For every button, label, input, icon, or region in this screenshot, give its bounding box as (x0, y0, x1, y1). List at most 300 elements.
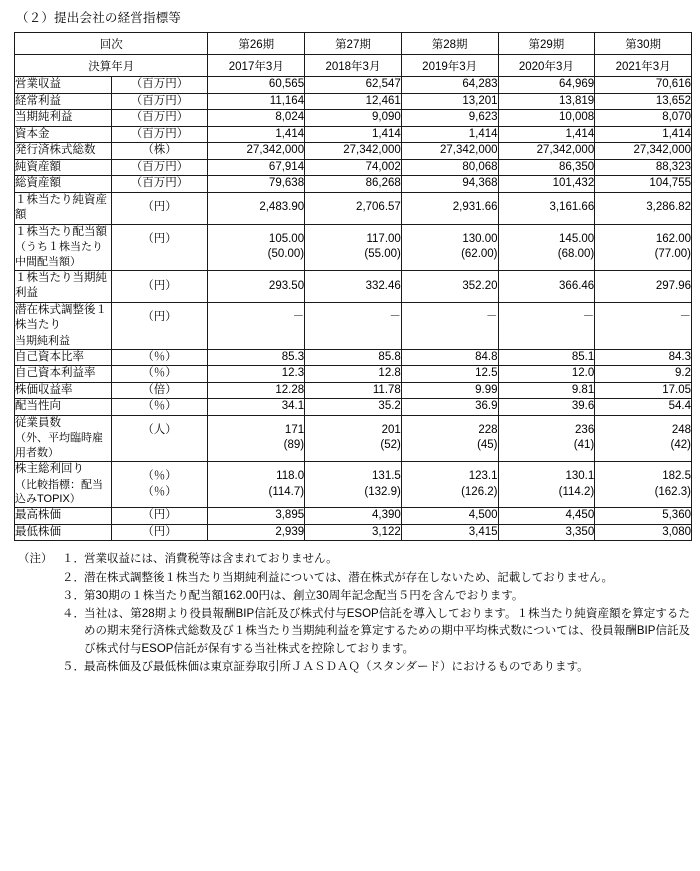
row-label (15, 366, 112, 383)
row-value (498, 462, 595, 508)
row-value-line1: 64,283 (462, 78, 498, 90)
row-unit-line1: （円） (142, 232, 177, 245)
row-value-line1: 39.6 (571, 400, 595, 413)
row-value (401, 366, 498, 383)
row-value-line1: 36.9 (475, 400, 498, 413)
row-unit (111, 143, 208, 160)
row-label-line2: （比較指標：配当込みTOPIX） (15, 478, 103, 506)
row-value (498, 508, 595, 525)
row-value (595, 143, 692, 160)
table-row (15, 159, 692, 176)
row-value-line2 (402, 326, 498, 342)
row-value-line1: 13,652 (655, 94, 691, 107)
note-head (18, 570, 62, 587)
row-value (498, 110, 595, 127)
row-value-line1: 4,390 (372, 509, 401, 522)
row-unit (111, 159, 208, 176)
row-value-line1: 3,350 (565, 525, 595, 538)
row-label (15, 508, 112, 525)
row-unit (111, 224, 208, 270)
row-value (305, 302, 402, 349)
row-label-line1: 総資産額 (15, 177, 61, 190)
row-value-line1: 85.8 (378, 350, 401, 363)
table-row (15, 399, 692, 416)
row-value (498, 224, 595, 270)
row-unit-line1: （株） (142, 144, 177, 157)
row-value (401, 143, 498, 160)
table-row (15, 176, 692, 193)
row-value-line1: 94,368 (462, 177, 498, 190)
row-value (498, 159, 595, 176)
row-value-line1: 60,565 (268, 78, 305, 90)
row-value-line1: 101,432 (552, 177, 595, 190)
row-label-line1: 自己資本比率 (15, 350, 84, 363)
row-value (208, 366, 305, 383)
row-value-line1: 1,414 (565, 127, 595, 140)
row-label-line1: １株当たり配当額 (15, 225, 107, 238)
row-unit-line2 (112, 326, 208, 342)
row-value (208, 508, 305, 525)
row-value (498, 93, 595, 110)
row-value-line2 (208, 326, 304, 342)
row-value (208, 462, 305, 508)
row-value-line1: 85.3 (281, 350, 305, 363)
row-value (595, 93, 692, 110)
row-value-line1: 2,931.66 (452, 201, 498, 214)
row-value (401, 415, 498, 461)
row-label (15, 143, 112, 160)
table-header-row-fiscal-date (15, 55, 692, 77)
row-label (15, 302, 112, 349)
table-row (15, 192, 692, 224)
row-value (595, 110, 692, 127)
row-value (305, 159, 402, 176)
row-value-line2: (62.00) (461, 248, 498, 261)
row-value-line1: － (486, 311, 498, 324)
row-value (595, 462, 692, 508)
row-value (305, 462, 402, 508)
row-value (208, 415, 305, 461)
row-value-line1: 4,450 (565, 509, 595, 522)
row-value (208, 159, 305, 176)
row-value (595, 399, 692, 416)
note-item (18, 606, 690, 658)
row-value-line1: 11,164 (269, 94, 305, 107)
row-value-line1: 117.00 (366, 232, 401, 245)
row-value-line1: 86,268 (365, 177, 401, 190)
row-value-line1: 79,638 (268, 177, 305, 190)
row-value (498, 176, 595, 193)
header-term-30: 第30期 (595, 33, 692, 55)
row-label (15, 524, 112, 541)
row-value-line1: 1,414 (468, 127, 498, 140)
row-label-line2: （外、平均臨時雇用者数） (15, 432, 103, 460)
table-row (15, 462, 692, 508)
row-value (208, 77, 305, 94)
row-value-line2: (114.2) (558, 485, 595, 498)
row-value (305, 270, 402, 302)
row-value-line2: (55.00) (364, 248, 401, 261)
row-label-line1: 株主総利回り (15, 463, 84, 476)
page-title: （２）提出会社の経営指標等 (16, 11, 182, 25)
row-value (208, 302, 305, 349)
row-value (595, 415, 692, 461)
row-value-line1: 3,161.66 (549, 201, 595, 214)
row-value (305, 110, 402, 127)
row-label-line1: 配当性向 (15, 400, 61, 413)
row-value (401, 126, 498, 143)
row-value (305, 143, 402, 160)
row-value-line1: 64,969 (559, 78, 595, 90)
row-unit (111, 110, 208, 127)
row-label (15, 110, 112, 127)
row-value-line1: 293.50 (268, 279, 305, 292)
row-unit-line2: （％） (142, 485, 177, 498)
row-value-line1: 131.5 (372, 470, 401, 483)
table-row (15, 415, 692, 461)
row-value (595, 159, 692, 176)
note-item (18, 659, 690, 676)
row-unit-line1: （円） (142, 279, 177, 292)
row-label-line1: 潜在株式調整後１株当たり (15, 303, 107, 332)
row-unit (111, 77, 208, 94)
row-value-line1: 9.81 (571, 383, 595, 396)
row-value-line1: 2,939 (275, 525, 305, 538)
row-value-line1: 3,895 (275, 509, 305, 522)
row-value-line1: 62,547 (365, 78, 401, 90)
row-unit-line1: （百万円） (130, 78, 189, 90)
row-value (208, 192, 305, 224)
row-value (595, 349, 692, 366)
row-value (401, 159, 498, 176)
row-value (208, 93, 305, 110)
row-value (401, 399, 498, 416)
row-value (305, 366, 402, 383)
row-value (305, 415, 402, 461)
row-value-line2: (114.7) (268, 485, 305, 498)
table-row (15, 508, 692, 525)
note-body: 第30期の１株当たり配当額162.00円は、創立30周年記念配当５円を含んでおります。 (84, 589, 524, 602)
row-value-line1: 10,008 (559, 111, 595, 124)
row-value (305, 524, 402, 541)
table-row (15, 349, 692, 366)
row-value-line1: 366.46 (559, 279, 595, 292)
row-value (498, 126, 595, 143)
row-value (401, 176, 498, 193)
row-value-line1: 70,616 (655, 78, 691, 90)
row-value-line2 (305, 326, 401, 342)
row-value-line1: 130.00 (462, 232, 498, 245)
note-head (18, 606, 62, 623)
table-row (15, 77, 692, 94)
row-value (595, 366, 692, 383)
row-value (208, 524, 305, 541)
note-number: ３． (62, 589, 85, 602)
row-value-line1: 27,342,000 (343, 144, 401, 157)
row-value-line1: 105.00 (268, 232, 305, 245)
row-unit (111, 192, 208, 224)
header-term-29: 第29期 (498, 33, 595, 55)
row-value-line2: (126.2) (461, 485, 498, 498)
row-value-line1: 332.46 (365, 279, 401, 292)
row-label (15, 382, 112, 399)
row-label-line1: 最高株価 (15, 509, 61, 522)
table-row (15, 524, 692, 541)
row-value (208, 399, 305, 416)
row-value-line1: 352.20 (462, 279, 498, 292)
row-label (15, 415, 112, 461)
row-value (305, 126, 402, 143)
row-value-line1: 104,755 (649, 177, 691, 190)
row-unit-line1: （％） (142, 350, 177, 363)
row-value-line1: 1,414 (275, 127, 305, 140)
row-value-line1: 2,483.90 (259, 201, 305, 214)
row-value (498, 270, 595, 302)
row-value-line1: 67,914 (268, 160, 305, 173)
table-row (15, 302, 692, 349)
header-date-27: 2018年3月 (305, 55, 402, 77)
row-value-line1: 228 (478, 423, 498, 436)
row-value-line1: 182.5 (662, 470, 691, 483)
row-value (305, 349, 402, 366)
row-value-line1: 88,323 (655, 160, 691, 173)
row-label (15, 176, 112, 193)
table-row (15, 110, 692, 127)
row-label-line1: 営業収益 (15, 78, 61, 90)
table-header-row-term (15, 33, 692, 55)
row-value (401, 93, 498, 110)
table-body (15, 33, 692, 541)
row-value-line1: 12.5 (475, 367, 498, 380)
row-value-line1: 84.8 (475, 350, 498, 363)
row-unit-line1: （百万円） (130, 160, 189, 173)
row-value (401, 224, 498, 270)
note-head: （注） (18, 553, 53, 566)
row-value-line1: 248 (671, 423, 691, 436)
row-value (595, 126, 692, 143)
row-value-line1: 84.3 (668, 350, 691, 363)
row-value (498, 302, 595, 349)
row-value-line1: 123.1 (468, 470, 498, 483)
row-value-line1: 3,122 (372, 525, 401, 538)
header-term-28: 第28期 (401, 33, 498, 55)
row-value (305, 224, 402, 270)
header-term-26: 第26期 (208, 33, 305, 55)
note-item (18, 570, 690, 587)
row-value-line1: 12.0 (571, 367, 595, 380)
row-unit-line1: （百万円） (130, 111, 189, 124)
row-unit-line1: （倍） (142, 383, 177, 396)
row-value-line1: 12,461 (365, 94, 401, 107)
row-value-line1: 2,706.57 (356, 201, 401, 214)
row-label (15, 77, 112, 94)
header-date-29: 2020年3月 (498, 55, 595, 77)
row-unit (111, 176, 208, 193)
row-label-line1: 従業員数 (15, 416, 61, 429)
row-value (401, 349, 498, 366)
row-value-line1: 171 (284, 423, 305, 436)
row-value-line1: 74,002 (365, 160, 401, 173)
header-date-26: 2017年3月 (208, 55, 305, 77)
row-unit (111, 270, 208, 302)
row-value-line1: 201 (381, 423, 401, 436)
row-value-line1: 145.00 (559, 232, 595, 245)
row-value-line1: 3,286.82 (646, 201, 691, 214)
row-value-line1: － (679, 311, 691, 324)
row-unit-line1: （円） (142, 201, 177, 214)
row-value (595, 270, 692, 302)
row-value-line2: (52) (380, 439, 401, 452)
row-unit (111, 366, 208, 383)
row-unit-line1: （人） (142, 423, 177, 436)
header-date-30: 2021年3月 (595, 55, 692, 77)
notes-section (18, 551, 690, 676)
row-value (401, 302, 498, 349)
row-value-line1: 8,070 (662, 111, 691, 124)
row-value-line2: (132.9) (364, 485, 401, 498)
row-label (15, 462, 112, 508)
row-label (15, 126, 112, 143)
row-label-line1: 当期純利益 (15, 111, 73, 124)
row-unit (111, 415, 208, 461)
row-value (305, 176, 402, 193)
row-value-line1: 27,342,000 (246, 144, 305, 157)
row-value-line1: 9.2 (675, 367, 691, 380)
row-label-line1: １株当たり当期純利益 (15, 271, 107, 300)
row-value-line1: 5,360 (662, 509, 691, 522)
row-label (15, 349, 112, 366)
row-label (15, 192, 112, 224)
row-value-line2: (77.00) (654, 248, 691, 261)
row-unit (111, 508, 208, 525)
row-value-line1: 27,342,000 (439, 144, 498, 157)
note-number: ２． (62, 571, 85, 584)
row-value-line1: 4,500 (468, 509, 498, 522)
row-value (595, 192, 692, 224)
row-value (595, 382, 692, 399)
header-date-28: 2019年3月 (401, 55, 498, 77)
row-value (208, 110, 305, 127)
row-value (498, 382, 595, 399)
row-label-line2: 当期純利益 (15, 334, 70, 347)
row-value-line1: 12.8 (378, 367, 401, 380)
row-value-line2: (68.00) (557, 248, 595, 261)
row-label-line1: 純資産額 (15, 160, 61, 173)
row-unit (111, 302, 208, 349)
row-value (305, 192, 402, 224)
row-unit-line1: （円） (142, 509, 177, 522)
row-value (305, 93, 402, 110)
note-body: 最高株価及び最低株価は東京証券取引所ＪＡＳＤＡＱ（スタンダード）におけるものであります。 (84, 660, 589, 673)
row-unit-line1: （円） (142, 311, 177, 324)
row-value-line1: 3,080 (662, 525, 691, 538)
row-value (498, 399, 595, 416)
row-value (208, 270, 305, 302)
row-label-line1: 発行済株式総数 (15, 144, 96, 157)
row-value-line1: 12.3 (281, 367, 305, 380)
row-label-line2: （うち１株当たり中間配当額） (15, 241, 103, 268)
row-unit-line1: （％） (142, 470, 177, 483)
row-value (595, 302, 692, 349)
row-unit (111, 349, 208, 366)
row-label-line1: 資本金 (15, 127, 50, 140)
row-value (305, 508, 402, 525)
row-value (401, 524, 498, 541)
note-item (18, 551, 690, 568)
row-value-line1: 1,414 (372, 127, 401, 140)
table-row (15, 143, 692, 160)
row-label-line1: 自己資本利益率 (15, 367, 96, 380)
row-value-line1: 118.0 (276, 470, 305, 483)
row-value-line1: － (389, 311, 401, 324)
row-value-line1: 80,068 (462, 160, 498, 173)
note-number: ５． (62, 660, 85, 673)
note-body: 潜在株式調整後１株当たり当期純利益については、潜在株式が存在しないため、記載しておりません。 (84, 571, 613, 584)
row-value (401, 270, 498, 302)
row-value-line1: 3,415 (468, 525, 498, 538)
note-number: ４． (62, 608, 85, 620)
row-label (15, 93, 112, 110)
row-value (208, 382, 305, 399)
row-unit-line1: （百万円） (130, 177, 189, 190)
row-value-line1: － (292, 311, 305, 324)
row-value-line2 (595, 326, 691, 342)
row-value-line1: 17.05 (662, 383, 691, 396)
row-value (401, 77, 498, 94)
row-value (401, 110, 498, 127)
row-value-line2: (50.00) (267, 248, 305, 261)
row-value (401, 508, 498, 525)
row-value-line1: 13,819 (559, 94, 595, 107)
row-label-line1: 株価収益率 (15, 383, 73, 396)
table-row (15, 270, 692, 302)
row-label-line1: １株当たり純資産額 (15, 193, 107, 222)
row-value-line2: (42) (670, 439, 691, 452)
row-value-line1: 12.28 (275, 383, 305, 396)
row-label-line1: 最低株価 (15, 525, 61, 538)
row-value-line1: 162.00 (655, 232, 691, 245)
row-value (595, 77, 692, 94)
row-value (498, 192, 595, 224)
table-row (15, 224, 692, 270)
row-value (498, 143, 595, 160)
row-value (498, 349, 595, 366)
row-value (595, 524, 692, 541)
note-head (18, 588, 62, 605)
row-value (208, 224, 305, 270)
row-value (208, 143, 305, 160)
row-unit-line2 (112, 247, 208, 263)
row-value (305, 382, 402, 399)
row-value (305, 399, 402, 416)
row-value-line1: 297.96 (655, 279, 691, 292)
note-item (18, 588, 690, 605)
row-value-line1: 1,414 (662, 127, 691, 140)
row-value-line1: 8,024 (275, 111, 305, 124)
financial-indicators-table (14, 32, 692, 541)
header-label-term: 回次 (15, 33, 208, 55)
row-value (595, 508, 692, 525)
row-value (401, 462, 498, 508)
row-value (498, 415, 595, 461)
row-unit-line1: （円） (142, 525, 177, 538)
note-body: 当社は、第28期より役員報酬BIP信託及び株式付与ESOP信託を導入しております。１株当たり純資産額を算定するための期末発行済株式総数及び１株当たり当期純利益を算定するための期中平均株式数については、役員報酬BIP信託及び株式付与ESOP信託が保有する当社株式を控除しております。 (84, 608, 690, 655)
row-label (15, 270, 112, 302)
row-value-line2 (499, 326, 595, 342)
row-value-line2: (162.3) (654, 485, 691, 498)
row-value (498, 524, 595, 541)
row-value (208, 176, 305, 193)
